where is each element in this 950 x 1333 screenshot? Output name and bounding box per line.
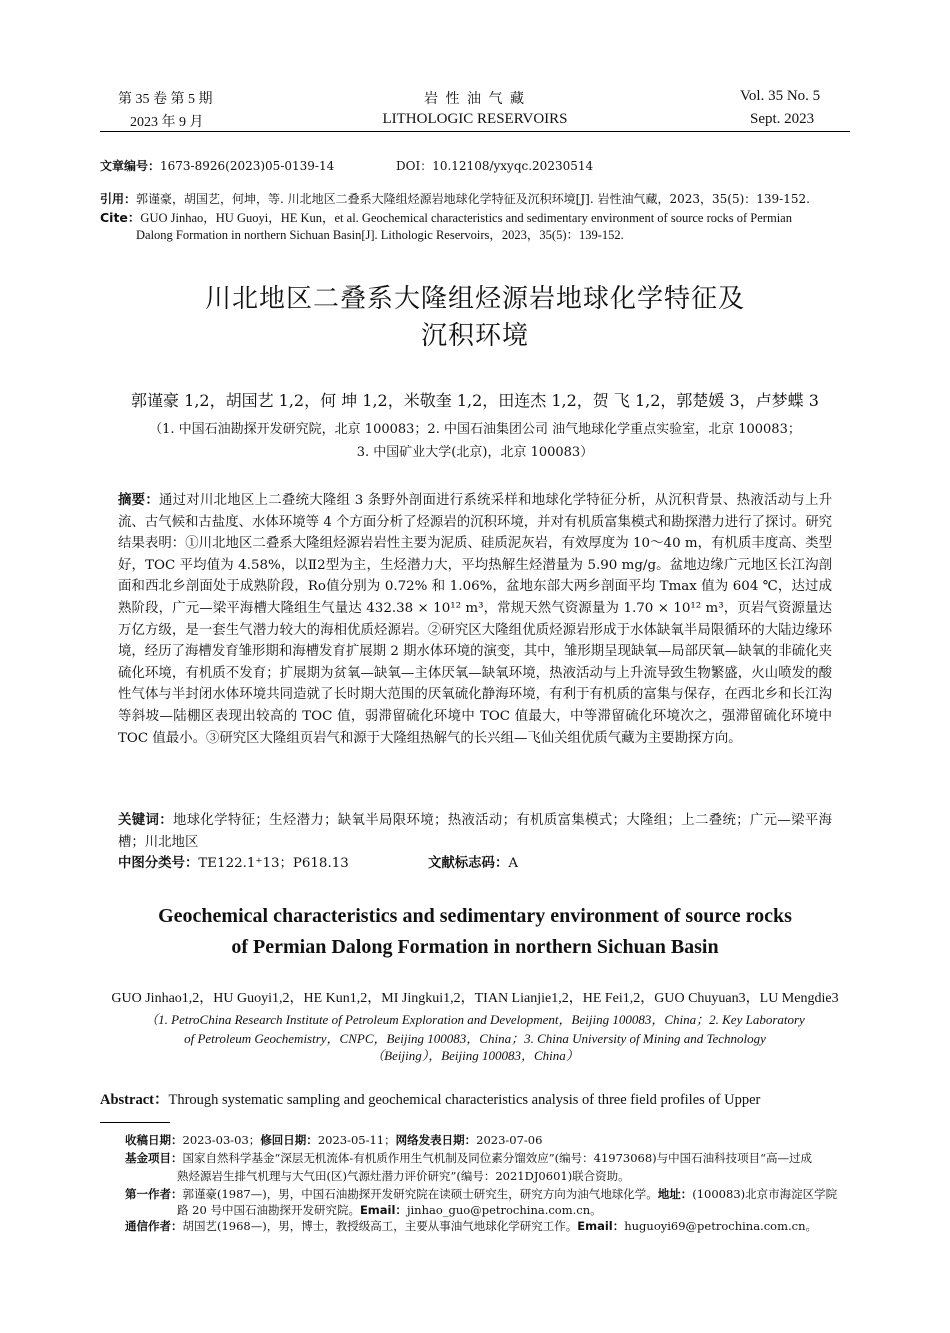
affiliation-cn-line-2: 3. 中国矿业大学(北京)，北京 100083） [356, 445, 594, 460]
online-label: 网络发表日期： [395, 1133, 477, 1147]
corresponding-email[interactable]: huguoyi69@petrochina.com.cn。 [624, 1219, 817, 1233]
affiliation-en-line-1: （1. PetroChina Research Institute of Petroleum Exploration and Development，Beijing 100083，China；2. Key Laboratory [145, 1012, 805, 1027]
received-label: 收稿日期： [125, 1133, 183, 1147]
document-code [428, 853, 628, 875]
doi [396, 158, 593, 175]
keywords-cn-text: 地球化学特征；生烃潜力；缺氧半局限环境；热液活动；有机质富集模式；大隆组；上二叠统；广元—梁平海槽；川北地区 [118, 813, 832, 850]
cite-cn [100, 191, 810, 208]
abstract-en-label: Abstract： [100, 1092, 169, 1108]
received-date: 2023-03-03； [182, 1133, 261, 1147]
article-number [100, 158, 334, 175]
clc-number [118, 853, 418, 875]
affiliation-cn-line-1: （1. 中国石油勘探开发研究院，北京 100083；2. 中国石油集团公司 油气地球化学重点实验室，北京 100083； [149, 422, 801, 437]
document-code-label: 文献标志码： [428, 856, 509, 871]
fund-text-1: 国家自然科学基金“深层无机流体-有机质作用生气机制及同位素分馏效应”(编号：41973068)与中国石油科技项目“高—过成 [182, 1151, 813, 1165]
affiliation-en-line-2: of Petroleum Geochemistry，CNPC，Beijing 100083，China；3. China University of Mining and Technology [184, 1031, 766, 1046]
journal-name-cn: 岩 性 油 气 藏 [424, 92, 526, 107]
cite-en-label: Cite： [100, 210, 141, 225]
corresponding-label: 通信作者： [125, 1219, 183, 1233]
volume-issue-cn: 第 35 卷 第 5 期 [118, 92, 213, 107]
footnote-dates [125, 1132, 850, 1149]
address-text: (100083)北京市海淀区学院 [692, 1187, 838, 1201]
revised-label: 修回日期： [260, 1133, 318, 1147]
doi-label: DOI： [396, 159, 433, 173]
cite-en-text-1: GUO Jinhao，HU Guoyi，HE Kun，et al. Geochemical characteristics and sedimentary environment of source rocks of Permian [140, 211, 792, 225]
first-author-email[interactable]: jinhao_guo@petrochina.com.cn。 [406, 1203, 602, 1217]
title-en-line-2: of Permian Dalong Formation in northern Sichuan Basin [231, 936, 719, 958]
title-cn-line-2: 沉积环境 [420, 321, 529, 351]
date-en: Sept. 2023 [750, 111, 815, 127]
first-author-text-2: 路 20 号中国石油勘探开发研究院。 [177, 1203, 360, 1217]
footnote-first-author [125, 1186, 850, 1203]
article-number-value: 1673-8926(2023)05-0139-14 [160, 159, 335, 173]
corresponding-email-label: Email： [577, 1219, 625, 1233]
article-number-label: 文章编号： [100, 159, 161, 173]
email-label: Email： [359, 1203, 407, 1217]
online-date: 2023-07-06 [476, 1133, 543, 1147]
abstract-cn-label: 摘要： [118, 493, 159, 508]
clc-value: TE122.1⁺13；P618.13 [198, 856, 349, 871]
first-author-label: 第一作者： [125, 1187, 183, 1201]
keywords-cn-label: 关键词： [118, 813, 173, 828]
footnote-rule [100, 1122, 170, 1123]
document-code-value: A [508, 856, 519, 871]
cite-en-text-2: Dalong Formation in northern Sichuan Basin[J]. Lithologic Reservoirs，2023，35(5)：139-152. [136, 228, 624, 242]
affiliation-en-line-3: （Beijing），Beijing 100083，China） [371, 1048, 579, 1063]
doi-value[interactable]: 10.12108/yxyqc.20230514 [432, 159, 594, 173]
address-label: 地址： [657, 1187, 693, 1201]
journal-name-en: LITHOLOGIC RESERVOIRS [382, 111, 568, 127]
cite-en [100, 209, 792, 227]
revised-date: 2023-05-11； [317, 1133, 396, 1147]
keywords-cn [118, 810, 832, 853]
header-rule [100, 131, 850, 132]
date-cn: 2023 年 9 月 [130, 115, 204, 130]
footnote-fund [125, 1150, 850, 1167]
cite-cn-label: 引用： [100, 192, 137, 206]
footnote-corresponding-author [125, 1218, 850, 1235]
clc-label: 中图分类号： [118, 856, 199, 871]
abstract-en [100, 1088, 850, 1109]
authors-cn: 郭谨豪 1,2，胡国艺 1,2，何 坤 1,2，米敬奎 1,2，田连杰 1,2，贺 飞 1,2，郭楚媛 3，卢梦蝶 3 [131, 391, 819, 410]
abstract-cn [118, 490, 832, 749]
fund-label: 基金项目： [125, 1151, 183, 1165]
fund-text-2: 熟烃源岩生排气机理与大气田(区)气源灶潜力评价研究”(编号：2021DJ0601)联合资助。 [177, 1169, 630, 1183]
abstract-en-text: Through systematic sampling and geochemical characteristics analysis of three field profiles of Upper [168, 1092, 761, 1108]
volume-issue-en: Vol. 35 No. 5 [740, 88, 821, 104]
first-author-text-1: 郭谨豪(1987—)，男，中国石油勘探开发研究院在读硕士研究生，研究方向为油气地球化学。 [182, 1187, 658, 1201]
title-en-line-1: Geochemical characteristics and sedimentary environment of source rocks [158, 905, 792, 927]
cite-cn-text: 郭谨豪，胡国艺，何坤，等. 川北地区二叠系大隆组烃源岩地球化学特征及沉积环境[J]. 岩性油气藏，2023，35(5)：139-152. [136, 192, 810, 206]
title-cn-line-1: 川北地区二叠系大隆组烃源岩地球化学特征及 [204, 284, 745, 314]
first-author-line-2 [125, 1202, 902, 1219]
authors-en: GUO Jinhao1,2，HU Guoyi1,2，HE Kun1,2，MI Jingkui1,2，TIAN Lianjie1,2，HE Fei1,2，GUO Chuyuan3，LU Mengdie3 [111, 991, 839, 1006]
abstract-cn-text: 通过对川北地区上二叠统大隆组 3 条野外剖面进行系统采样和地球化学特征分析，从沉积背景、热液活动与上升流、古气候和古盐度、水体环境等 4 个方面分析了烃源岩的沉积环境，并对有机质富集模式和勘探潜力进行了探讨。研究结果表明：①川北地区二叠系大隆组烃源岩岩性主要为泥质、硅质泥灰岩，有效厚度为 10～40 m，有机质丰度高、类型好，TOC 平均值为 4.58%，以Ⅱ2型为主，生烃潜力大，平均热解生烃潜量为 5.90 mg/g。盆地边缘广元地区长江沟剖面和西北乡剖面处于成熟阶段，Ro值分别为 0.72% 和 1.06%，盆地东部大两乡剖面平均 Tmax 值为 604 ℃，达过成熟阶段，广元—梁平海槽大隆组生气量达 432.38 × 10¹² m³，常规天然气资源量为 1.70 × 10¹² m³，页岩气资源量达万亿方级，是一套生气潜力较大的海相优质烃源岩。②研究区大隆组优质烃源岩形成于水体缺氧半局限循环的大陆边缘环境，经历了海槽发育雏形期和海槽发育扩展期 2 期水体环境的演变，其中，雏形期呈现缺氧—局部厌氧—缺氧的非硫化夹硫化环境，有机质不发育；扩展期为贫氧—缺氧—主体厌氧—缺氧环境，热液活动与上升流导致生物繁盛，火山喷发的酸性气体与半封闭水体环境共同造就了长时期大范围的厌氧硫化静海环境，有利于有机质的富集与保存，在西北乡和长江沟等斜坡—陆棚区表现出较高的 TOC 值，弱滞留硫化环境中 TOC 值最大，中等滞留硫化环境次之，强滞留硫化环境中 TOC 值最小。③研究区大隆组页岩气和源于大隆组热解气的长兴组—飞仙关组优质气藏为主要勘探方向。 [118, 493, 832, 746]
corresponding-text: 胡国艺(1968—)，男，博士，教授级高工，主要从事油气地球化学研究工作。 [182, 1219, 578, 1233]
